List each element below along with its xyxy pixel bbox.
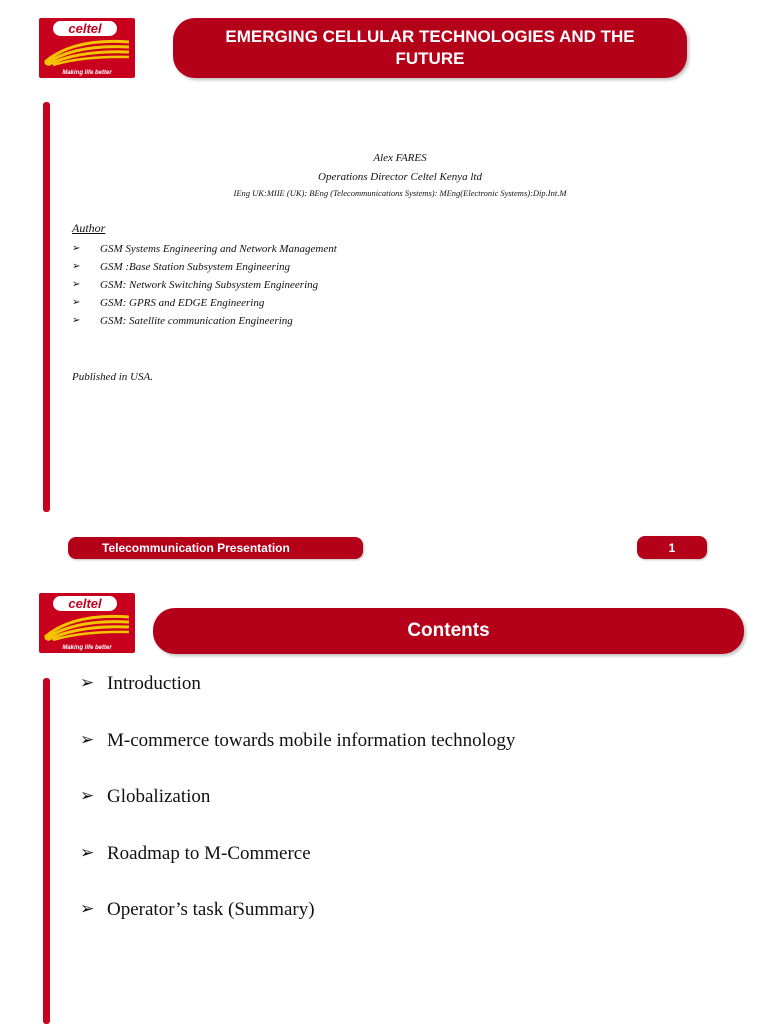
list-item [72,258,337,276]
celtel-logo [39,593,135,653]
logo-swoosh-icon [43,36,131,66]
author-name: Alex FARES [373,152,427,164]
list-item-text: GSM: Network Switching Subsystem Engineering [100,279,319,291]
arrow-bullet-icon: ➢ [80,673,95,692]
celtel-logo [39,18,135,78]
page-number: 1 [668,540,676,555]
list-item [80,899,515,956]
slide-2-title-banner [153,608,744,654]
author-label: Author [72,221,106,235]
arrow-bullet-icon: ➢ [80,842,95,862]
logo-swoosh-icon [43,611,131,641]
list-item-text: Introduction [107,673,201,694]
footer-label: Telecommunication Presentation [102,541,290,555]
list-item-text: Roadmap to M-Commerce [107,842,311,864]
slide-1-title: EMERGING CELLULAR TECHNOLOGIES AND THE FUTURE [225,27,635,68]
list-item [72,294,337,312]
list-item [80,843,515,900]
list-item-text: GSM :Base Station Subsystem Engineering [100,261,291,273]
arrow-bullet-icon: ➢ [72,315,81,326]
slide-2-title: Contents [407,620,490,641]
page-number-badge [637,536,707,559]
list-item [80,786,515,843]
list-item-text: GSM: Satellite communication Engineering [100,315,293,327]
arrow-bullet-icon: ➢ [80,729,95,749]
author-role: Operations Director Celtel Kenya ltd [318,171,482,183]
list-item-text: Globalization [107,786,211,807]
list-item-text: GSM: GPRS and EDGE Engineering [100,297,265,309]
slide-1-title-banner [173,18,687,78]
published-note: Published in USA. [72,371,153,383]
logo-tagline: Making life better [62,645,112,651]
list-item [80,673,515,730]
author-credentials: IEng UK:MIIE (UK): BEng (Telecommunications Systems): MEng(Electronic Systems):Dip.Int.M [233,188,567,198]
list-item [72,240,337,258]
list-item [72,312,337,330]
list-item-text: GSM Systems Engineering and Network Management [100,243,337,255]
logo-brand-text: celtel [53,596,117,611]
list-item-text: M-commerce towards mobile information technology [107,729,516,751]
contents-list [80,673,515,956]
slide-2 [0,585,768,1024]
list-item [72,276,337,294]
author-expertise-list [72,240,337,330]
left-accent-bar [43,678,50,1024]
arrow-bullet-icon: ➢ [80,786,95,805]
footer-bar [68,537,363,559]
arrow-bullet-icon: ➢ [72,261,81,272]
left-accent-bar [43,102,50,512]
list-item-text: Operator’s task (Summary) [107,899,315,920]
logo-tagline: Making life better [62,70,112,76]
list-item [80,730,515,787]
arrow-bullet-icon: ➢ [80,899,95,918]
arrow-bullet-icon: ➢ [72,243,81,254]
arrow-bullet-icon: ➢ [72,297,81,308]
arrow-bullet-icon: ➢ [72,279,81,290]
logo-brand-text: celtel [53,21,117,36]
